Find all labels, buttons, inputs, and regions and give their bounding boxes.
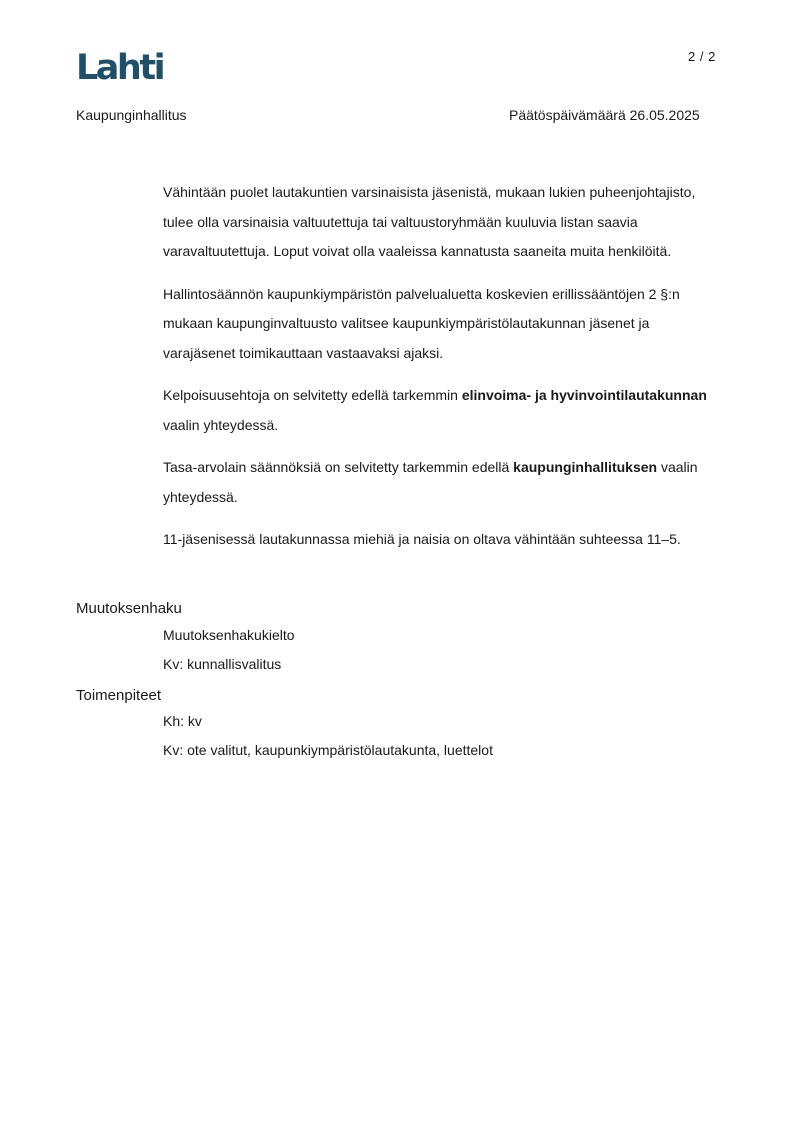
appeal-line-2: Kv: kunnallisvalitus bbox=[163, 656, 282, 672]
paragraph-3-bold: elinvoima- ja hyvinvointilautakunnan bbox=[461, 387, 707, 403]
paragraph-3 bbox=[163, 381, 723, 440]
paragraph-2: Hallintosäännön kaupunkiympäristön palvelualuetta koskevien erillissääntöjen 2 §:n mukaan kaupunginvaltuusto valitsee kaupunkiympäristölautakunnan jäsenet ja varajäsenet toimikauttaan vastaavaksi ajaksi. bbox=[163, 285, 680, 361]
actions-line-2: Kv: ote valitut, kaupunkiympäristölautakunta, luettelot bbox=[163, 742, 493, 758]
paragraph-3-text: Kelpoisuusehtoja on selvitetty edellä tarkemmin bbox=[163, 387, 462, 403]
paragraph-4 bbox=[163, 453, 723, 512]
paragraph-4-bold: kaupunginhallituksen bbox=[513, 459, 658, 475]
appeal-heading: Muutoksenhaku bbox=[76, 600, 182, 617]
paragraph-1: Vähintään puolet lautakuntien varsinaisista jäsenistä, mukaan lukien puheenjohtajisto, tulee olla varsinaisia valtuutettuja tai valtuustoryhmään kuuluvia listan saavia varavaltuutettuja. Loput voivat olla vaaleissa kannatusta saaneita muita henkilöitä. bbox=[163, 184, 696, 259]
actions-heading: Toimenpiteet bbox=[76, 687, 162, 704]
paragraph-5: 11-jäsenisessä lautakunnassa miehiä ja naisia on oltava vähintään suhteessa 11–5. bbox=[163, 531, 681, 547]
page-number: 2 / 2 bbox=[688, 49, 716, 64]
paragraph-3-end: vaalin yhteydessä. bbox=[163, 416, 279, 433]
paragraph-4-text: Tasa-arvolain säännöksiä on selvitetty tarkemmin edellä bbox=[163, 459, 514, 475]
appeal-line-1: Muutoksenhakukielto bbox=[163, 627, 295, 643]
actions-line-1: Kh: kv bbox=[163, 713, 202, 729]
lahti-logo bbox=[76, 48, 168, 82]
decision-date: Päätöspäivämäärä 26.05.2025 bbox=[509, 107, 700, 123]
paragraph-4-end: vaalin yhteydessä. bbox=[163, 459, 698, 505]
logo-text: Lahti bbox=[76, 48, 164, 82]
organization-name: Kaupunginhallitus bbox=[76, 107, 187, 123]
decision-body bbox=[163, 178, 723, 568]
